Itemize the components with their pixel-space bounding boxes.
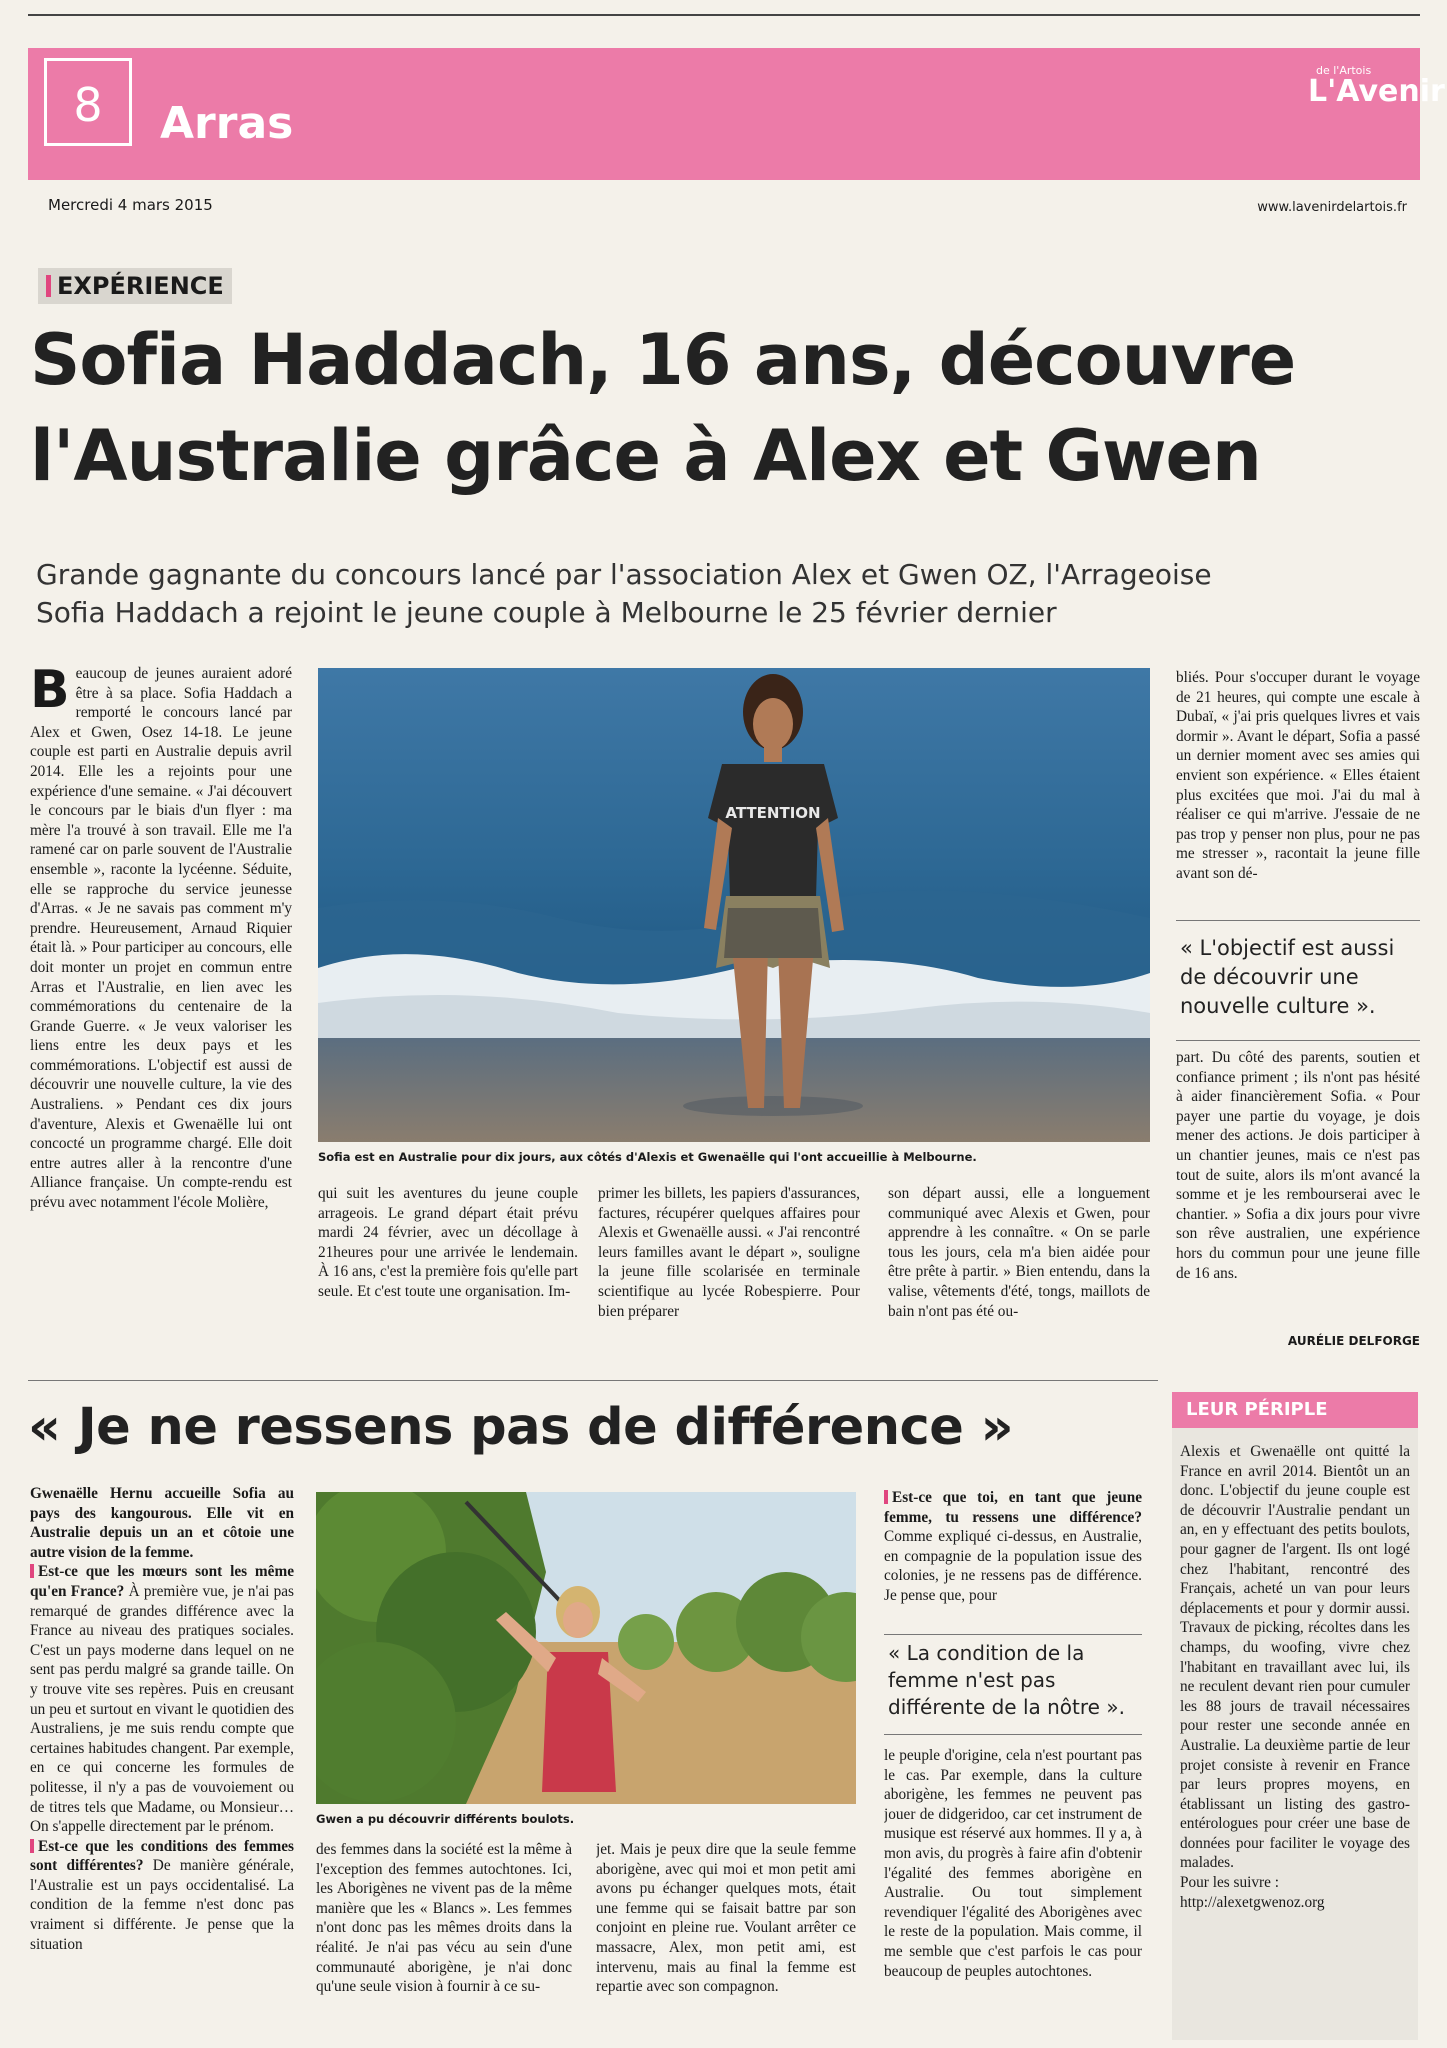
interview-answer-2: De manière générale, l'Australie est un pays occidentalisé. La condition de la femme n'est donc pas vraiment si différente. Je pense que la situation — [30, 1857, 294, 1953]
brand-subtitle: de l'Artois — [1316, 64, 1372, 77]
interview-title: « Je ne ressens pas de différence » — [28, 1398, 1014, 1457]
article-author: AURÉLIE DELFORGE — [1287, 1334, 1420, 1348]
interview-answer-1: À première vue, je n'ai pas remarqué de grandes différence avec la France au niveau des pratiques sociales. C'est un pays moderne dans lequel on ne sent pas perdu malgré sa grande taille. On y trouve vite ses repères. Puis en creusant un peu et surtout en vivant le quotidien des Australiens, je me suis rendu compte que certaines habitudes changent. Par exemple, en ce qui concerne les formules de politesse, il n'y a pas de vouvoiement ou de titres tels que Madame, ou Monsieur… On s'appelle directement par le prénom. — [30, 1582, 294, 1836]
interview-column-2 — [316, 1840, 572, 2038]
interview-col3-text: jet. Mais je peux dire que la seule femme aborigène, avec qui moi et mon petit ami avons pu échanger quelques mots, était une femme qui se faisait battre par son conjoint en pleine rue. Voulant arrêter ce massacre, Alex, mon petit ami, est intervenu, mais au final la femme est repartie avec son compagnon. — [596, 1841, 856, 1996]
article-deck — [36, 556, 1416, 632]
interview-photo-orchard — [316, 1492, 856, 1804]
interview-quote-rule-bottom — [884, 1734, 1142, 1735]
section-divider — [28, 1380, 1158, 1381]
interview-col2-text: des femmes dans la société est la même à l'exception des femmes autochtones. Ici, les Aborigènes ne vivent pas de la même manière que les « Blancs ». Les femmes n'ont donc pas les mêmes droits dans la réalité. Je n'ai pas vécu au sein d'une communauté aborigène, je n'ai donc qu'une seule vision à fournir à ce su- — [316, 1841, 572, 1996]
article-column-2 — [318, 1184, 578, 1344]
article-photo-beach — [318, 668, 1150, 1142]
question-marker — [884, 1490, 888, 1504]
interview-question-1: Est-ce que les mœurs sont les même qu'en France? — [30, 1563, 294, 1600]
interview-answer-3: Comme expliqué ci-dessus, en Australie, en compagnie de la population issue des colonies, je ne ressens pas de différence. Je pense que, pour — [884, 1528, 1142, 1604]
article-column-1 — [30, 664, 292, 1352]
pull-quote-rule-top — [1176, 920, 1420, 921]
article-pull-quote: « L'objectif est aussi de découvrir une nouvelle culture ». — [1180, 936, 1395, 1018]
article-column-5-top — [1176, 668, 1420, 904]
headline-line-2: l'Australie grâce à Alex et Gwen — [30, 415, 1261, 497]
sidebar-url[interactable]: http://alexetgwenoz.org — [1180, 1893, 1325, 1911]
shirt-text: ATTENTION — [725, 804, 821, 822]
interview-intro: Gwenaëlle Hernu accueille Sofia au pays des kangourous. Elle vit en Australie depuis un an et côtoie une autre vision de la femme. — [30, 1485, 294, 1561]
sidebar-text: Alexis et Gwenaëlle ont quitté la France en avril 2014. Bientôt un an donc. L'objectif du jeune couple est de découvrir l'Australie pendant un an, en y effectuant des petits boulots, pour gagner de l'argent. Ils ont logé chez l'habitant, rencontré des Français, acheté un van pour leurs déplacements et pour y dormir aussi. Travaux de picking, récoltes dans les champs, du woofing, vivre chez l'habitant en travaillant avec lui, ils ne reculent devant rien pour cumuler les 88 jours de travail nécessaires pour rester une seconde année en Australie. La deuxième partie de leur projet consiste à revenir en France par leurs propres moyens, en établissant un listing des gastro-entérologues pour créer une base de données pour faciliter le voyage des malades. — [1180, 1443, 1410, 1872]
top-rule — [28, 14, 1420, 16]
sidebar-content — [1180, 1442, 1410, 2002]
deck-line-1: Grande gagnante du concours lancé par l'association Alex et Gwen OZ, l'Arrageoise — [36, 558, 1212, 591]
interview-column-4-bottom — [884, 1746, 1142, 2038]
photo-caption-beach: Sofia est en Australie pour dix jours, aux côtés d'Alexis et Gwenaëlle qui l'ont accueillie à Melbourne. — [318, 1150, 977, 1164]
headline-line-1: Sofia Haddach, 16 ans, découvre — [30, 319, 1296, 401]
article-col5a-text: bliés. Pour s'occuper durant le voyage de 21 heures, qui compte une escale à Dubaï, « j'ai pris quelques livres et vais dormir ». Avant le départ, Sofia a passé un dernier moment avec ses amies qui envient son expérience. « Elles étaient plus excitées que moi. J'ai du mal à réaliser ce qui m'arrive. J'essaie de ne pas trop y penser non plus, pour ne pas me stresser », racontait la jeune fille avant son dé- — [1176, 669, 1420, 882]
interview-question-2: Est-ce que les conditions des femmes sont différentes? — [30, 1837, 294, 1875]
website-link[interactable]: www.lavenirdelartois.fr — [1257, 200, 1407, 215]
section-title: Arras — [160, 98, 294, 149]
interview-pull-quote: « La condition de la femme n'est pas différente de la nôtre ». — [888, 1641, 1125, 1719]
question-marker — [30, 1839, 34, 1853]
issue-date: Mercredi 4 mars 2015 — [48, 196, 213, 214]
deck-line-2: Sofia Haddach a rejoint le jeune couple à Melbourne le 25 février dernier — [36, 596, 1057, 629]
article-col3-text: primer les billets, les papiers d'assurances, factures, récupérer quelques affaires pour Alexis et Gwenaëlle aussi. « J'ai rencontré leurs familles avant le départ », souligne la jeune fille scolarisée en terminale scientifique au lycée Robespierre. Pour bien préparer — [598, 1185, 860, 1320]
article-column-5-bottom — [1176, 1048, 1420, 1330]
interview-question-3: Est-ce que toi, en tant que jeune femme, tu ressens une différence? — [884, 1489, 1142, 1526]
article-column-3 — [598, 1184, 860, 1344]
interview-quote-rule-top — [884, 1634, 1142, 1635]
article-col4-text: son départ aussi, elle a longuement communiqué avec Alexis et Gwen, pour apprendre à les connaître. « On se parle tous les jours, cela m'a bien aidée pour être prête à partir. » Bien entendu, dans la valise, vêtements d'été, tongs, maillots de bain n'ont pas été ou- — [888, 1185, 1150, 1320]
sidebar-follow: Pour les suivre : — [1180, 1874, 1279, 1892]
page-number: 8 — [44, 58, 132, 146]
article-col1-text: Beaucoup de jeunes auraient adoré être à sa place. Sofia Haddach a remporté le concours lancé par Alex et Gwen, Osez 14-18. Le jeune couple est parti en Australie depuis avril 2014. Elle les a rejoints pour une expérience d'une semaine. « J'ai découvert le concours par le biais d'un flyer : ma mère l'a trouvé à son travail. Elle me l'a ramené car on parle souvent de l'Australie ensemble », raconte la lycéenne. Séduite, elle se rapproche du service jeunesse d'Arras. « Je ne savais pas comment m'y prendre. Heureusement, Arnaud Riquier était là. » Pour participer au concours, elle doit monter un projet en commun entre Arras et l'Australie, en lien avec les commémorations du centenaire de la Grande Guerre. « Je veux valoriser les liens entre les deux pays et les commémorations. L'objectif est aussi de découvrir une nouvelle culture, la vie des Australiens. » Pendant ces dix jours d'aventure, Alexis et Gwenaëlle lui ont concocté un programme chargé. Elle doit entre autres aller à la rencontre d'une Alliance française. Un compte-rendu est prévu avec notamment l'école Molière, — [30, 664, 292, 1212]
beach-photo-illustration — [318, 668, 1150, 1142]
pull-quote-rule-bottom — [1176, 1040, 1420, 1041]
interview-column-3 — [596, 1840, 856, 2038]
sidebar-title: LEUR PÉRIPLE — [1172, 1392, 1418, 1428]
interview-column-1 — [30, 1484, 294, 2040]
article-headline — [30, 312, 1420, 504]
question-marker — [30, 1564, 34, 1578]
photo-caption-orchard: Gwen a pu découvrir différents boulots. — [316, 1812, 575, 1826]
article-col5b-text: part. Du côté des parents, soutien et confiance priment ; ils n'ont pas hésité à aider financièrement Sofia. « Pour payer une partie du voyage, je dois mener des actions. Je dois participer à un chantier jeunes, mais ce n'est pas tout de suite, alors ils m'ont avancé la somme et je les rembourserai avec le chantier. » Sofia a dix jours pour vivre son rêve australien, une expérience hors du commun pour une jeune fille de 16 ans. — [1176, 1049, 1420, 1282]
brand-logo: L'Avenir — [1308, 74, 1445, 109]
interview-answer-3b: le peuple d'origine, cela n'est pourtant pas le cas. Par exemple, dans la culture aborigène, les femmes ne peuvent pas jouer de didgeridoo, car cet instrument de musique est réservé aux hommes. Il y a, à mon avis, du progrès à faire afin d'obtenir l'égalité des femmes aborigène en Australie. Ou tout simplement revendiquer l'égalité des Aborigènes avec le reste de la population. Mais comme, il me semble que c'est parfois le cas pour beaucoup de peuples autochtones. — [884, 1747, 1142, 1980]
article-kicker: EXPÉRIENCE — [38, 268, 232, 304]
orchard-photo-illustration — [316, 1492, 856, 1804]
article-col2-text: qui suit les aventures du jeune couple arrageois. Le grand départ était prévu mardi 24 février, avec un décollage à 21heures pour une arrivée le lendemain. À 16 ans, c'est la première fois qu'elle part seule. Et c'est toute une organisation. Im- — [318, 1185, 578, 1300]
article-column-4 — [888, 1184, 1150, 1344]
interview-column-4-top — [884, 1488, 1142, 1636]
